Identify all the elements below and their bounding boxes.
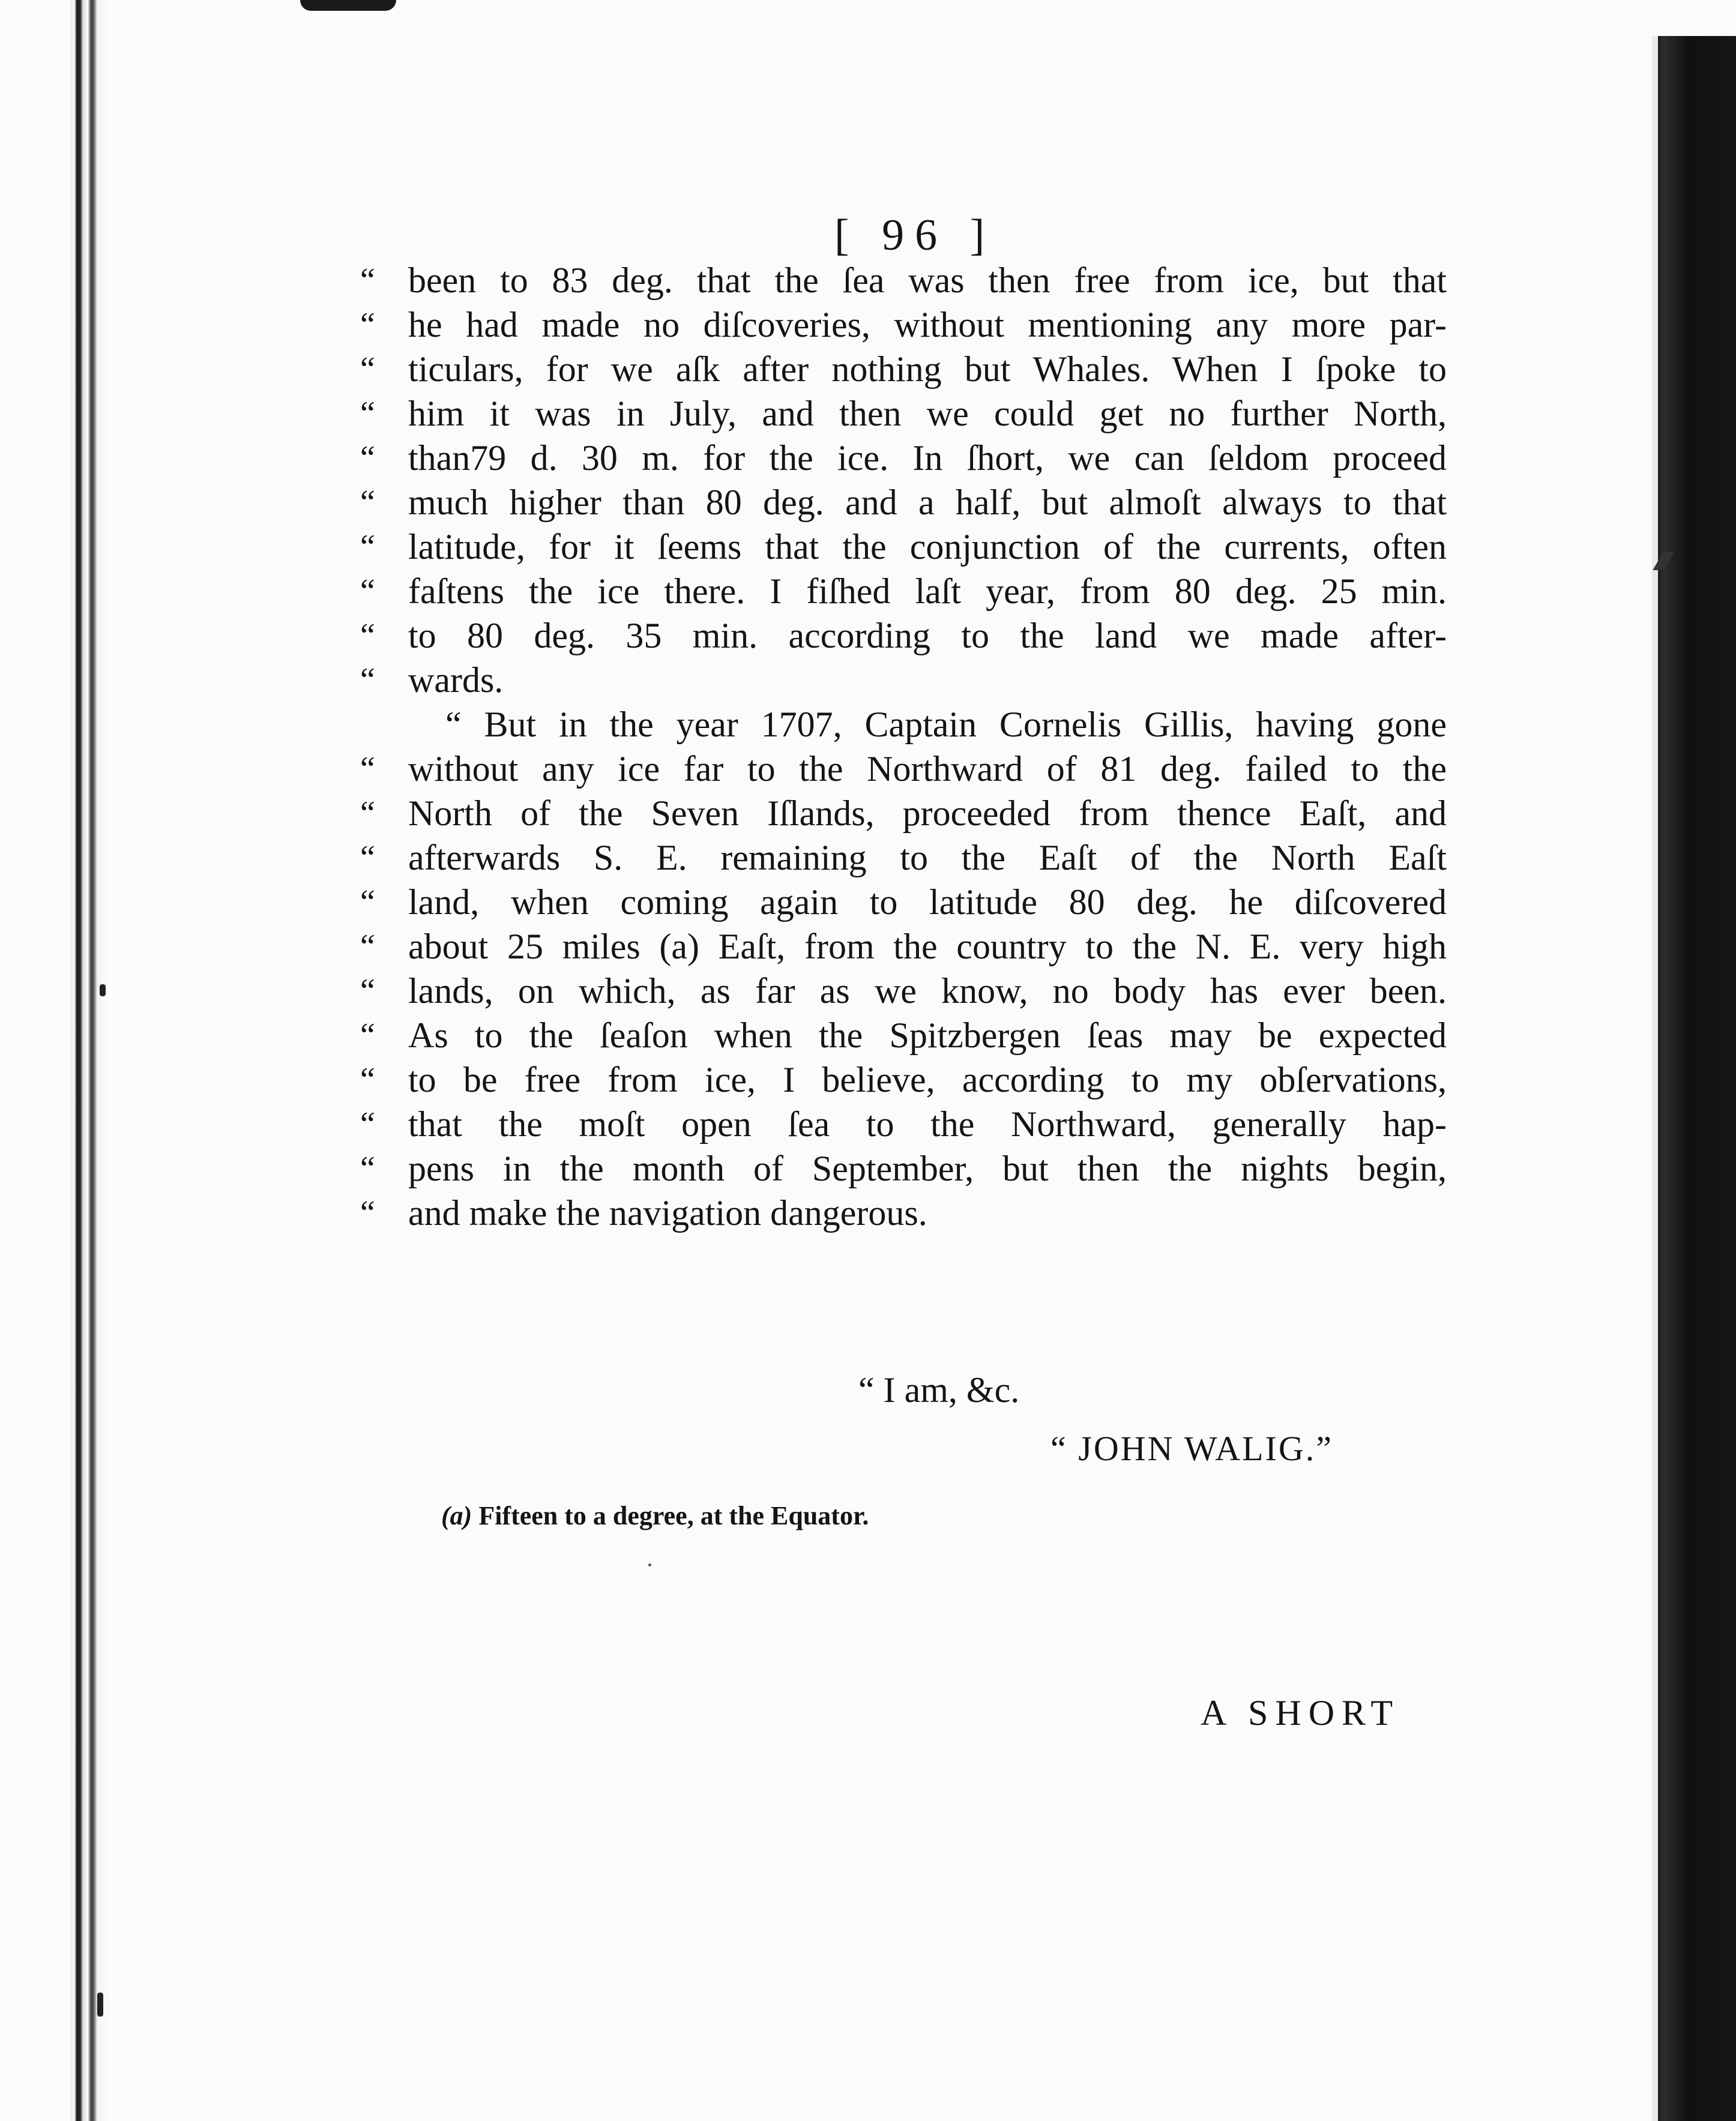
text-line [360,480,1447,525]
line-text: As to the ſeaſon when the Spitzbergen ſeas may be expected [408,1015,1447,1055]
line-text: than79 d. 30 m. for the ice. In ſhort, we can ſeldom proceed [408,438,1447,478]
line-text: that the moſt open ſea to the Northward, generally hap- [408,1104,1447,1144]
line-text: and make the navigation dangerous. [408,1193,927,1233]
quote-mark: “ [360,484,375,521]
quote-mark: “ [360,1017,375,1054]
binding-mark [100,984,106,996]
quote-mark: “ [360,750,375,787]
text-line [360,1191,1447,1235]
page-outer-edge [1652,36,1736,2121]
text-line [360,747,1447,791]
text-line [360,969,1447,1013]
quote-mark: “ [360,395,375,432]
line-text: “ But in the year 1707, Captain Cornelis Gillis, having gone [445,705,1447,744]
quote-mark: “ [360,1194,375,1232]
line-text: faſtens the ice there. I fiſhed laſt year, from 80 deg. 25 min. [408,571,1447,611]
line-text: to be free from ice, I believe, according to my obſervations, [408,1060,1447,1100]
text-line [360,835,1447,880]
line-text: about 25 miles (a) Eaſt, from the country to the N. E. very high [408,927,1447,966]
text-line [360,1057,1447,1102]
line-text: afterwards S. E. remaining to the Eaſt of the North Eaſt [408,838,1447,877]
line-text: ticulars, for we aſk after nothing but Whales. When I ſpoke to [408,349,1447,389]
quote-mark: “ [360,1106,375,1143]
footnote-text: Fifteen to a degree, at the Equator. [478,1501,869,1530]
text-line [360,391,1447,436]
text-line [360,436,1447,480]
quote-mark: “ [360,661,375,699]
page-outer-edge-highlight [1652,36,1658,2121]
footnote-mark: (a) [441,1501,472,1530]
quote-mark: “ [360,1150,375,1187]
quote-mark: “ [360,306,375,343]
text-line [360,1102,1447,1146]
text-line [360,525,1447,569]
catchword: A SHORT [1201,1693,1400,1733]
line-text: wards. [408,660,504,700]
letter-closing: “ I am, &c. [858,1370,1020,1410]
quote-mark: “ [360,839,375,876]
line-text: he had made no diſcoveries, without mentioning any more par- [408,305,1447,344]
text-line [360,880,1447,924]
quote-mark: “ [360,795,375,832]
page-number: [ 96 ] [834,211,996,260]
text-line [360,1146,1447,1191]
quote-mark: “ [360,262,375,299]
quote-mark: “ [360,528,375,565]
quote-mark: “ [360,439,375,477]
line-text: been to 83 deg. that the ſea was then free from ice, but that [408,260,1447,300]
line-text: latitude, for it ſeems that the conjunction of the currents, often [408,527,1447,567]
footnote [441,1500,869,1531]
line-text: pens in the month of September, but then the nights begin, [408,1149,1447,1188]
line-text: to 80 deg. 35 min. according to the land we made after- [408,616,1447,655]
text-line [360,791,1447,835]
letter-signature: “ JOHN WALIG.” [1050,1429,1333,1468]
page-binding-edge [71,0,113,2121]
binding-mark [97,1993,103,2017]
paragraph-start-line [408,702,1447,747]
text-line [360,569,1447,613]
text-line [360,924,1447,969]
line-text: without any ice far to the Northward of 81 deg. failed to the [408,749,1447,789]
text-line [360,302,1447,347]
line-text: land, when coming again to latitude 80 deg. he diſcovered [408,882,1447,922]
quote-mark: “ [360,617,375,654]
line-text: lands, on which, as far as we know, no body has ever been. [408,971,1447,1011]
scan-smudge [300,0,396,11]
text-line [360,1013,1447,1057]
ink-speck [648,1563,651,1566]
quote-mark: “ [360,350,375,388]
text-line [360,347,1447,391]
quote-mark: “ [360,883,375,921]
text-line [360,658,1447,702]
quote-mark: “ [360,928,375,965]
quote-mark: “ [360,573,375,610]
body-text [360,258,1447,1235]
line-text: North of the Seven Iſlands, proceeded from thence Eaſt, and [408,793,1447,833]
line-text: much higher than 80 deg. and a half, but almoſt always to that [408,483,1447,522]
quote-mark: “ [360,1061,375,1098]
text-line [360,613,1447,658]
quote-mark: “ [360,972,375,1009]
text-line [360,258,1447,302]
line-text: him it was in July, and then we could get no further North, [408,394,1447,433]
